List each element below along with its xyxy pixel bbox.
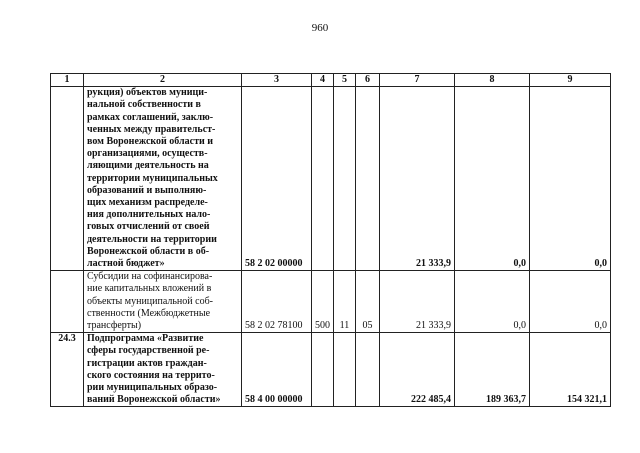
row-col-8: 0,0 — [455, 271, 530, 333]
row-col-6 — [356, 87, 380, 271]
row-col-8: 0,0 — [455, 87, 530, 271]
description-line: ваний Воронежской области» — [87, 394, 221, 406]
row-col-7: 222 485,4 — [380, 333, 455, 407]
page-number: 960 — [311, 22, 329, 34]
row-col-9: 0,0 — [530, 87, 611, 271]
column-header: 1 — [51, 74, 84, 87]
description-line: говых отчислений от своей — [87, 221, 210, 233]
row-number — [51, 271, 84, 333]
description-line: рукция) объектов муници- — [87, 87, 208, 99]
description-line: щих механизм распределе- — [87, 197, 208, 209]
table-row — [51, 271, 611, 333]
row-number — [51, 87, 84, 271]
description-line: образований и выполняю- — [87, 184, 207, 196]
row-col-9: 154 321,1 — [530, 333, 611, 407]
description-line: рамках соглашений, заклю- — [87, 111, 214, 123]
description-line: ляющими деятельность на — [87, 160, 209, 172]
description-line: ние капитальных вложений в — [87, 283, 212, 295]
description-line: ченных между правительст- — [87, 123, 216, 135]
row-col-4 — [312, 333, 334, 407]
row-col-5 — [334, 87, 356, 271]
row-col-5: 11 — [334, 271, 356, 333]
column-header: 7 — [380, 74, 455, 87]
description-line: вом Воронежской области и — [87, 136, 214, 148]
row-description — [84, 271, 242, 333]
column-header: 6 — [356, 74, 380, 87]
description-line: организациями, осуществ- — [87, 148, 208, 160]
row-description — [84, 87, 242, 271]
description-line: объекты муниципальной соб- — [87, 295, 213, 307]
row-code: 58 2 02 00000 — [242, 87, 312, 271]
description-line: рии муниципальных образо- — [87, 382, 218, 394]
row-col-6: 05 — [356, 271, 380, 333]
row-col-5 — [334, 333, 356, 407]
description-line: Воронежской области в об- — [87, 245, 210, 257]
description-line: ния дополнительных нало- — [87, 209, 211, 221]
column-header: 8 — [455, 74, 530, 87]
table-body — [51, 87, 611, 407]
row-col-9: 0,0 — [530, 271, 611, 333]
description-line: ского состояния на террито- — [87, 369, 215, 381]
table-row — [51, 333, 611, 407]
row-col-4 — [312, 87, 334, 271]
row-col-7: 21 333,9 — [380, 271, 455, 333]
description-line: трансферты) — [87, 320, 142, 332]
row-number: 24.3 — [51, 333, 84, 407]
row-col-6 — [356, 333, 380, 407]
description-line: ластной бюджет» — [87, 258, 165, 270]
budget-table — [50, 73, 611, 407]
description-line: ственности (Межбюджетные — [87, 307, 211, 319]
column-header: 4 — [312, 74, 334, 87]
description-line: Субсидии на софинансирова- — [87, 271, 213, 283]
row-col-8: 189 363,7 — [455, 333, 530, 407]
row-description — [84, 333, 242, 407]
column-header: 3 — [242, 74, 312, 87]
row-code: 58 4 00 00000 — [242, 333, 312, 407]
row-col-4: 500 — [312, 271, 334, 333]
description-line: деятельности на территории — [87, 233, 217, 245]
header-row — [51, 74, 611, 87]
description-line: территории муниципальных — [87, 172, 218, 184]
description-line: Подпрограмма «Развитие — [87, 333, 204, 345]
description-line: гистрации актов граждан- — [87, 357, 207, 369]
row-code: 58 2 02 78100 — [242, 271, 312, 333]
table-row — [51, 87, 611, 271]
column-header: 9 — [530, 74, 611, 87]
row-col-7: 21 333,9 — [380, 87, 455, 271]
column-header: 5 — [334, 74, 356, 87]
description-line: сферы государственной ре- — [87, 345, 210, 357]
description-line: нальной собственности в — [87, 99, 201, 111]
column-header: 2 — [84, 74, 242, 87]
